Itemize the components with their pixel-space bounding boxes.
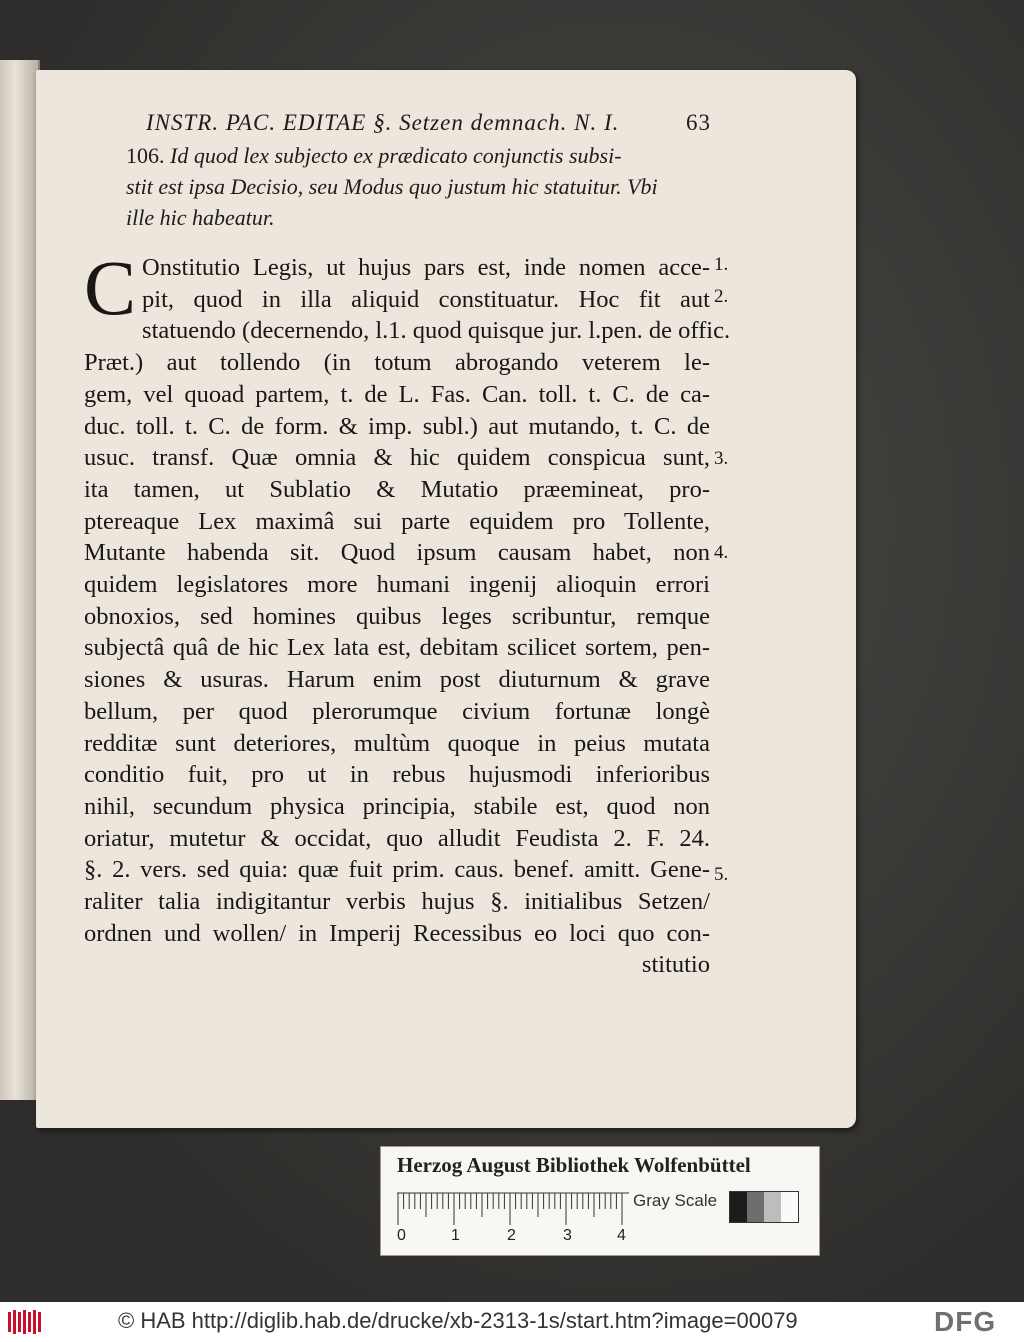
ruler-number: 0 <box>397 1227 406 1244</box>
page-header <box>116 110 716 144</box>
gray-scale-swatch-icon <box>729 1191 799 1223</box>
body-line: raliter talia indigitantur verbis hujus §. initialibus Setzen/ <box>84 888 710 916</box>
margin-number: 2. <box>714 286 729 307</box>
viewer-footer <box>0 1302 1024 1342</box>
summary-line: stit est ipsa Decisio, seu Modus quo justum hic statuitur. Vbi <box>126 174 658 199</box>
body-line: ita tamen, ut Sublatio & Mutatio præemineat, pro- <box>84 475 710 503</box>
summary-line: ille hic habeatur. <box>126 205 275 230</box>
page-number: 63 <box>686 110 711 135</box>
margin-number: 3. <box>714 448 729 469</box>
body-line: ordnen und wollen/ in Imperij Recessibus eo loci quo con- <box>84 919 710 947</box>
body-line: Mutante habenda sit. Quod ipsum causam habet, non <box>84 539 710 567</box>
ruler-number: 2 <box>507 1227 516 1244</box>
body-line: ptereaque Lex maximâ sui parte equidem pro Tollente, <box>84 507 710 535</box>
body-line: Præt.) aut tollendo (in totum abrogando veterem le- <box>84 349 710 377</box>
ruler-icon <box>397 1191 629 1227</box>
previous-page-edge <box>0 60 40 1100</box>
hab-logo-icon <box>6 1308 46 1336</box>
body-line: gem, vel quoad partem, t. de L. Fas. Can. toll. t. C. de ca- <box>84 380 710 408</box>
body-line: siones & usuras. Harum enim post diuturnum & grave <box>84 666 710 694</box>
margin-number: 5. <box>714 864 729 885</box>
library-label-card <box>380 1146 820 1256</box>
ruler-number: 4 <box>617 1227 626 1244</box>
body-line: usuc. transf. Quæ omnia & hic quidem conspicua sunt, <box>84 444 710 472</box>
body-line: §. 2. vers. sed quia: quæ fuit prim. caus. benef. amitt. Gene- <box>84 856 710 884</box>
library-name: Herzog August Bibliothek Wolfenbüttel <box>397 1153 751 1177</box>
body-line: oriatur, mutetur & occidat, quo alludit Feudista 2. F. 24. <box>84 824 710 852</box>
running-head: INSTR. PAC. EDITAE §. Setzen demnach. N. I. <box>146 110 620 135</box>
gray-scale-label: Gray Scale <box>633 1191 718 1210</box>
summary-number: 106. <box>126 143 165 168</box>
dfg-logo: DFG <box>934 1306 997 1337</box>
margin-number: 1. <box>714 254 729 275</box>
body-line: obnoxios, sed homines quibus leges scribuntur, remque <box>84 602 710 630</box>
body-line: quidem legislatores more humani ingenij alioquin errori <box>84 571 710 599</box>
body-line: pit, quod in illa aliquid constituatur. Hoc fit aut <box>142 285 710 313</box>
body-text <box>84 244 731 981</box>
body-line: subjectâ quâ de hic Lex lata est, debitam scilicet sortem, pen- <box>84 634 710 662</box>
body-line: redditæ sunt deteriores, multùm quoque in peius mutata <box>84 729 710 757</box>
section-summary <box>126 140 716 233</box>
summary-line: 106. Id quod lex subjecto ex prædicato conjunctis subsi- <box>126 143 622 168</box>
body-line: statuendo (decernendo, l.1. quod quisque jur. l.pen. de offic. <box>142 317 731 345</box>
ruler-numbers <box>397 1227 637 1249</box>
body-line: bellum, per quod plerorumque civium fortunæ longè <box>84 697 710 725</box>
body-line: Onstitutio Legis, ut hujus pars est, inde nomen acce- <box>142 254 710 281</box>
body-line: conditio fuit, pro ut in rebus hujusmodi inferioribus <box>84 761 710 789</box>
source-link[interactable]: © HAB http://diglib.hab.de/drucke/xb-2313-1s/start.htm?image=00079 <box>118 1308 798 1333</box>
drop-cap: C <box>84 244 137 331</box>
body-line: nihil, secundum physica principia, stabile est, quod non <box>84 792 710 820</box>
ruler-number: 1 <box>451 1227 460 1244</box>
margin-number: 4. <box>714 542 729 563</box>
ruler-number: 3 <box>563 1227 572 1244</box>
body-line: duc. toll. t. C. de form. & imp. subl.) aut mutando, t. C. de <box>84 412 710 440</box>
catchword: stitutio <box>641 951 710 979</box>
